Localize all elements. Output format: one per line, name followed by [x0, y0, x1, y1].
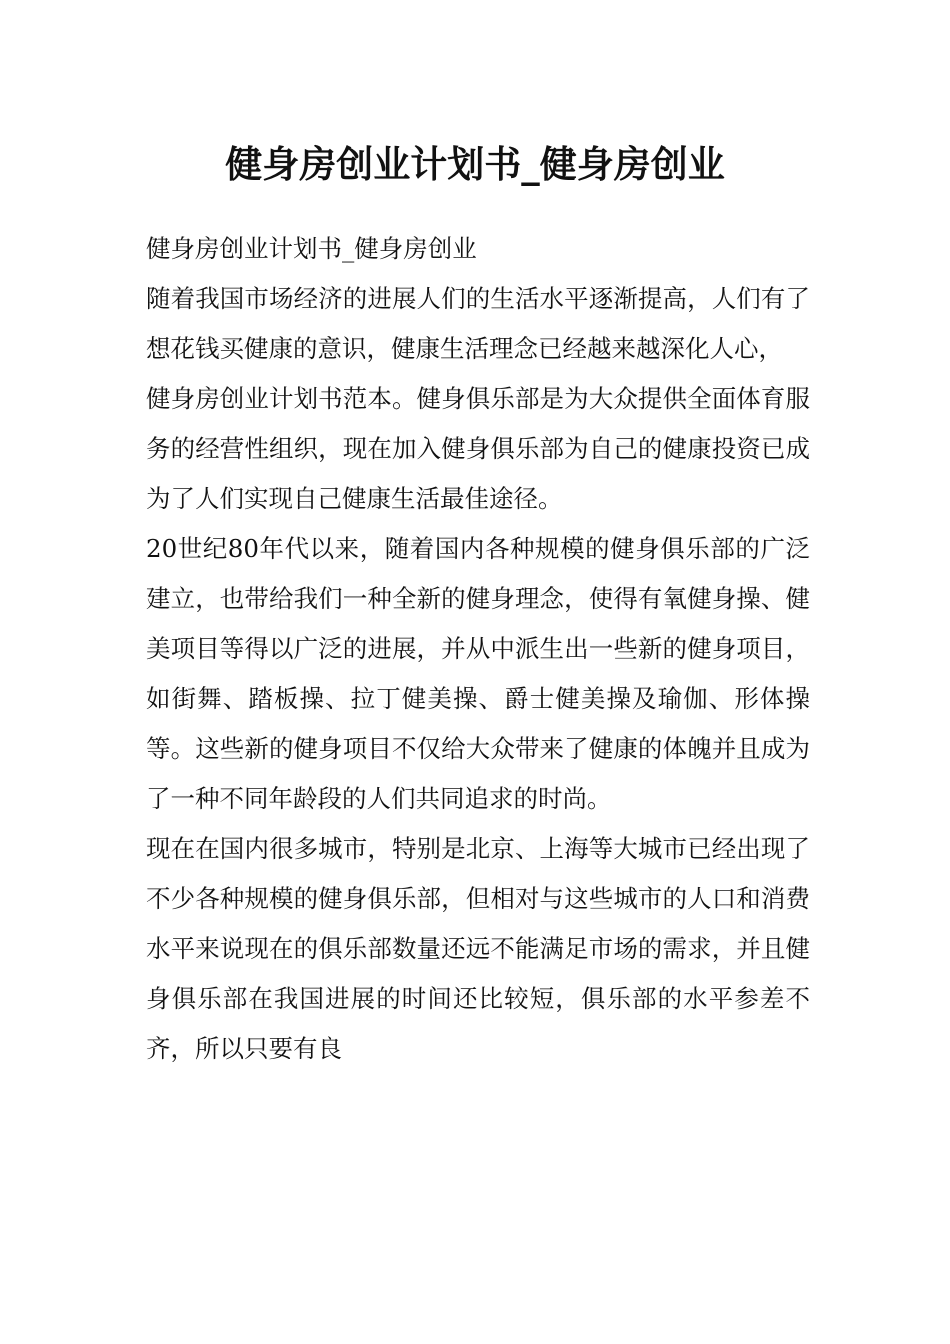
paragraph-subtitle: 健身房创业计划书_健身房创业 [146, 234, 477, 263]
document-body [146, 224, 810, 1074]
document-title: 健身房创业计划书_健身房创业 [225, 143, 725, 186]
paragraph-history: 20世纪80年代以来，随着国内各种规模的健身俱乐部的广泛建立，也带给我们一种全新的健身理念，使得有氧健身操、健美项目等得以广泛的进展，并从中派生出一些新的健身项目，如街舞、踏板操、拉丁健美操、爵士健美操及瑜伽、形体操等。这些新的健身项目不仅给大众带来了健康的体魄并且成为了一种不同年龄段的人们共同追求的时尚。 [146, 534, 810, 813]
paragraph-market: 现在在国内很多城市，特别是北京、上海等大城市已经出现了不少各种规模的健身俱乐部，但相对与这些城市的人口和消费水平来说现在的俱乐部数量还远不能满足市场的需求，并且健身俱乐部在我国进展的时间还比较短，俱乐部的水平参差不齐，所以只要有良 [146, 834, 810, 1063]
paragraph-intro: 随着我国市场经济的进展人们的生活水平逐渐提高，人们有了想花钱买健康的意识，健康生活理念已经越来越深化人心， [146, 284, 810, 363]
paragraph-club-definition: 健身房创业计划书范本。健身俱乐部是为大众提供全面体育服务的经营性组织，现在加入健身俱乐部为自己的健康投资已成为了人们实现自己健康生活最佳途径。 [146, 384, 810, 513]
